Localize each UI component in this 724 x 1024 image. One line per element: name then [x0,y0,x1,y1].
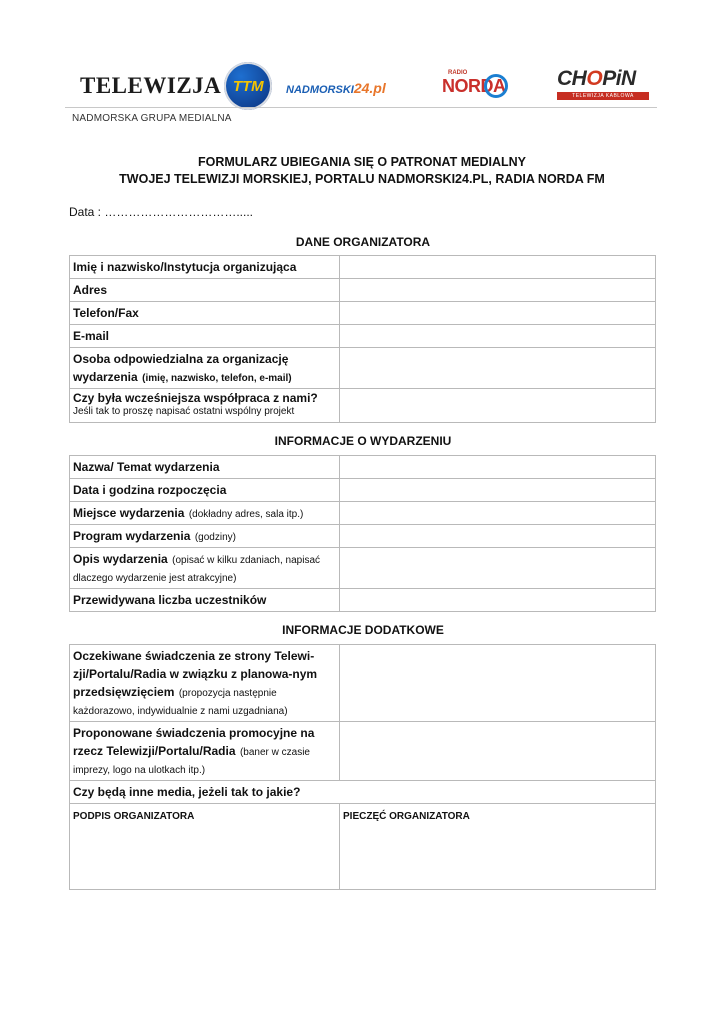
section-organizer-heading: DANE ORGANIZATORA [295,235,431,249]
table-row [70,256,656,279]
table-row [70,389,656,423]
radio-small-word: RADIO [448,70,468,76]
responsible-person-input[interactable] [340,348,656,389]
telewizja-ttm-logo [80,62,272,110]
table-row [70,722,656,781]
additional-table [69,644,656,890]
signature-label: PODPIS ORGANIZATORA [73,811,195,822]
chopin-word: CHOPiN [557,67,636,90]
row-note: (imię, nazwisko, telefon, e-mail) [142,373,292,384]
group-name: NADMORSKA GRUPA MEDIALNA [72,113,232,124]
event-description-input[interactable] [340,548,656,589]
table-row [70,525,656,548]
table-row [70,348,656,389]
event-table [69,455,656,612]
nadmorski24-logo-word: NADMORSKI [286,84,354,96]
table-row [70,589,656,612]
section-additional-heading: INFORMACJE DODATKOWE [282,623,444,637]
row-label: Imię i nazwisko/Instytucja organizująca [73,260,297,274]
row-label: Data i godzina rozpoczęcia [73,483,227,497]
table-row [70,302,656,325]
event-program-input[interactable] [340,525,656,548]
row-label: Oczekiwane świadczenia ze strony Telewi-zji/Portalu/Radia w związku z planowa-nym przedsięwzięciem [73,649,318,699]
row-note: (godziny) [194,532,236,543]
table-row [70,781,656,804]
row-note: (dokładny adres, sala itp.) [188,509,304,520]
stamp-box[interactable] [340,804,656,890]
form-title-line-2: TWOJEJ TELEWIZJI MORSKIEJ, PORTALU NADMORSKI24.PL, RADIA NORDA FM [119,172,605,186]
stamp-label: PIECZĘĆ ORGANIZATORA [343,811,470,822]
row-label: E-mail [73,329,110,343]
event-datetime-input[interactable] [340,479,656,502]
row-note: (opisać w kilku zdaniach, napisać dlaczego wydarzenie jest atrakcyjne) [73,555,321,584]
nadmorski24-logo [286,80,386,96]
row-label: Adres [73,283,108,297]
row-label: Telefon/Fax [73,306,139,320]
row-label: Czy będą inne media, jeżeli tak to jakie? [73,785,301,799]
table-row [70,456,656,479]
phone-fax-input[interactable] [340,302,656,325]
row-label: Miejsce wydarzenia [73,506,185,520]
telewizja-logo-word: TELEWIZJA [80,73,222,98]
fm-circle-icon [484,74,508,98]
table-row [70,645,656,722]
email-input[interactable] [340,325,656,348]
table-row [70,502,656,525]
row-label: Program wydarzenia [73,529,191,543]
expected-services-input[interactable] [340,645,656,722]
signature-box[interactable] [70,804,340,890]
participants-count-input[interactable] [340,589,656,612]
event-place-input[interactable] [340,502,656,525]
proposed-promotion-input[interactable] [340,722,656,781]
section-event-heading: INFORMACJE O WYDARZENIU [274,434,452,448]
chopin-subtitle: TELEWIZJA KABLOWA [557,92,649,100]
table-row [70,548,656,589]
table-row [70,479,656,502]
form-title-line-1: FORMULARZ UBIEGANIA SIĘ O PATRONAT MEDIALNY [198,155,526,169]
previous-cooperation-input[interactable] [340,389,656,423]
row-label: Nazwa/ Temat wydarzenia [73,460,220,474]
row-label: Przewidywana liczba uczestników [73,593,267,607]
event-name-input[interactable] [340,456,656,479]
table-row [70,279,656,302]
row-label: Proponowane świadczenia promocyjne na rzecz Telewizji/Portalu/Radia [73,726,315,758]
row-label: Osoba odpowiedzialna za organizację wydarzenia [73,352,289,384]
norda-word: NORDA [442,76,506,96]
organizer-name-input[interactable] [340,256,656,279]
chopin-logo [557,67,649,99]
row-note: Jeśli tak to proszę napisać ostatni wspólny projekt [73,406,295,417]
radio-norda-logo [442,70,504,102]
row-label: Czy była wcześniejsza współpraca z nami? [73,391,318,405]
row-note: (baner w czasie imprezy, logo na ulotkach itp.) [73,747,310,776]
address-input[interactable] [340,279,656,302]
signature-row [70,804,656,890]
table-row [70,325,656,348]
header-divider [65,107,657,108]
date-field[interactable]: Data : ……………………………..... [69,205,254,219]
row-label: Opis wydarzenia [73,552,168,566]
row-note: (propozycja następnie każdorazowo, indywidualnie z nami uzgadniana) [73,688,288,717]
nadmorski24-logo-suffix: 24.pl [353,80,386,96]
organizer-table [69,255,656,423]
ttm-badge: TTM [224,62,272,110]
